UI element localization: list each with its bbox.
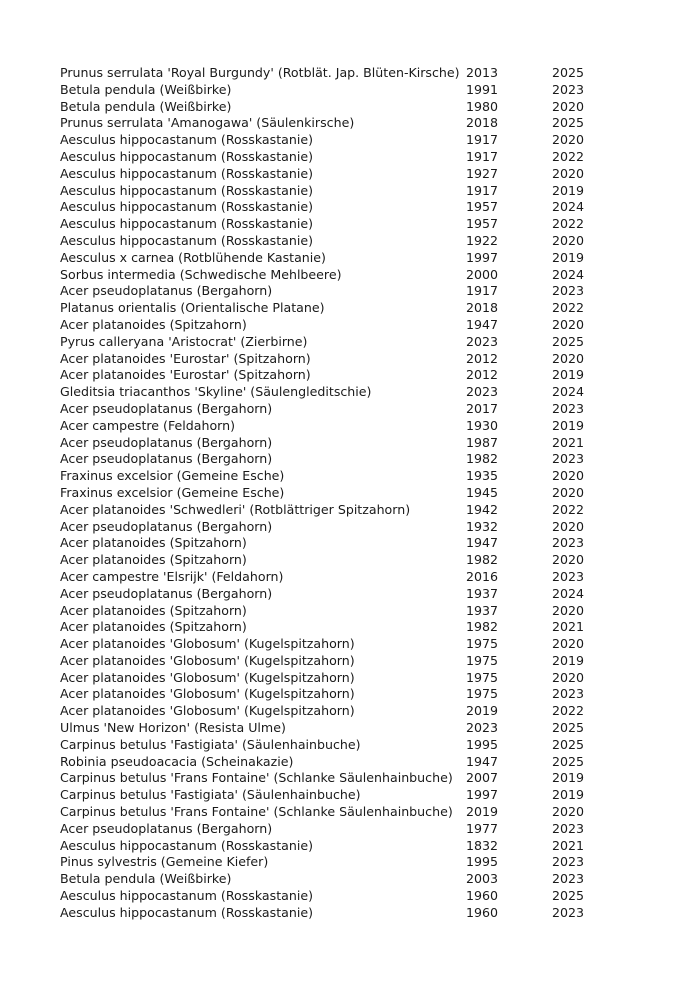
first-year-cell: 1997 bbox=[466, 787, 499, 803]
first-year-cell: 1917 bbox=[466, 182, 499, 198]
second-year-cell: 2020 bbox=[552, 484, 585, 500]
first-year-cell: 1937 bbox=[466, 602, 499, 618]
first-year-cell: 2023 bbox=[466, 384, 499, 400]
species-name-cell: Pinus sylvestris (Gemeine Kiefer) bbox=[60, 854, 269, 870]
species-name-cell: Acer pseudoplatanus (Bergahorn) bbox=[60, 518, 273, 534]
table-row bbox=[60, 653, 600, 670]
table-row bbox=[60, 720, 600, 737]
table-row bbox=[60, 703, 600, 720]
table-row bbox=[60, 166, 600, 183]
species-name-cell: Acer pseudoplatanus (Bergahorn) bbox=[60, 820, 273, 836]
species-name-cell: Acer platanoides (Spitzahorn) bbox=[60, 535, 247, 551]
second-year-cell: 2023 bbox=[552, 451, 585, 467]
first-year-cell: 1930 bbox=[466, 417, 499, 433]
first-year-cell: 1942 bbox=[466, 501, 499, 517]
species-name-cell: Fraxinus excelsior (Gemeine Esche) bbox=[60, 484, 285, 500]
second-year-cell: 2024 bbox=[552, 199, 585, 215]
first-year-cell: 2023 bbox=[466, 720, 499, 736]
table-row bbox=[60, 401, 600, 418]
species-name-cell: Pyrus calleryana 'Aristocrat' (Zierbirne) bbox=[60, 333, 308, 349]
second-year-cell: 2019 bbox=[552, 652, 585, 668]
second-year-cell: 2023 bbox=[552, 283, 585, 299]
second-year-cell: 2022 bbox=[552, 216, 585, 232]
second-year-cell: 2020 bbox=[552, 98, 585, 114]
second-year-cell: 2023 bbox=[552, 871, 585, 887]
species-name-cell: Carpinus betulus 'Frans Fontaine' (Schlanke Säulenhainbuche) bbox=[60, 770, 453, 786]
first-year-cell: 1995 bbox=[466, 736, 499, 752]
first-year-cell: 1947 bbox=[466, 753, 499, 769]
second-year-cell: 2025 bbox=[552, 753, 585, 769]
table-row bbox=[60, 754, 600, 771]
species-name-cell: Acer platanoides 'Globosum' (Kugelspitzahorn) bbox=[60, 686, 355, 702]
table-row bbox=[60, 485, 600, 502]
species-name-cell: Prunus serrulata 'Amanogawa' (Säulenkirsche) bbox=[60, 115, 355, 131]
table-row bbox=[60, 821, 600, 838]
table-row bbox=[60, 250, 600, 267]
second-year-cell: 2020 bbox=[552, 132, 585, 148]
first-year-cell: 1995 bbox=[466, 854, 499, 870]
species-name-cell: Betula pendula (Weißbirke) bbox=[60, 98, 232, 114]
table-row bbox=[60, 670, 600, 687]
table-row bbox=[60, 99, 600, 116]
first-year-cell: 1982 bbox=[466, 451, 499, 467]
second-year-cell: 2021 bbox=[552, 837, 585, 853]
tree-table bbox=[60, 65, 600, 922]
species-name-cell: Acer platanoides 'Globosum' (Kugelspitzahorn) bbox=[60, 652, 355, 668]
species-name-cell: Platanus orientalis (Orientalische Platane) bbox=[60, 300, 325, 316]
table-row bbox=[60, 619, 600, 636]
second-year-cell: 2020 bbox=[552, 316, 585, 332]
table-row bbox=[60, 905, 600, 922]
first-year-cell: 1977 bbox=[466, 820, 499, 836]
species-name-cell: Aesculus hippocastanum (Rosskastanie) bbox=[60, 888, 313, 904]
table-row bbox=[60, 686, 600, 703]
first-year-cell: 2007 bbox=[466, 770, 499, 786]
species-name-cell: Carpinus betulus 'Fastigiata' (Säulenhainbuche) bbox=[60, 736, 361, 752]
species-name-cell: Acer pseudoplatanus (Bergahorn) bbox=[60, 283, 273, 299]
table-row bbox=[60, 871, 600, 888]
first-year-cell: 1960 bbox=[466, 888, 499, 904]
table-row bbox=[60, 804, 600, 821]
first-year-cell: 1922 bbox=[466, 232, 499, 248]
table-row bbox=[60, 300, 600, 317]
first-year-cell: 1957 bbox=[466, 199, 499, 215]
second-year-cell: 2019 bbox=[552, 787, 585, 803]
first-year-cell: 1980 bbox=[466, 98, 499, 114]
first-year-cell: 1947 bbox=[466, 535, 499, 551]
species-name-cell: Acer platanoides (Spitzahorn) bbox=[60, 316, 247, 332]
second-year-cell: 2024 bbox=[552, 266, 585, 282]
species-name-cell: Acer pseudoplatanus (Bergahorn) bbox=[60, 434, 273, 450]
table-row bbox=[60, 838, 600, 855]
first-year-cell: 1947 bbox=[466, 316, 499, 332]
species-name-cell: Aesculus hippocastanum (Rosskastanie) bbox=[60, 216, 313, 232]
table-row bbox=[60, 183, 600, 200]
second-year-cell: 2025 bbox=[552, 720, 585, 736]
first-year-cell: 1975 bbox=[466, 652, 499, 668]
second-year-cell: 2022 bbox=[552, 703, 585, 719]
second-year-cell: 2020 bbox=[552, 636, 585, 652]
table-row bbox=[60, 317, 600, 334]
species-name-cell: Carpinus betulus 'Fastigiata' (Säulenhainbuche) bbox=[60, 787, 361, 803]
second-year-cell: 2020 bbox=[552, 350, 585, 366]
first-year-cell: 2012 bbox=[466, 367, 499, 383]
first-year-cell: 1932 bbox=[466, 518, 499, 534]
second-year-cell: 2024 bbox=[552, 384, 585, 400]
species-name-cell: Betula pendula (Weißbirke) bbox=[60, 871, 232, 887]
table-row bbox=[60, 737, 600, 754]
species-name-cell: Acer platanoides 'Globosum' (Kugelspitzahorn) bbox=[60, 703, 355, 719]
first-year-cell: 2003 bbox=[466, 871, 499, 887]
second-year-cell: 2022 bbox=[552, 148, 585, 164]
first-year-cell: 1917 bbox=[466, 148, 499, 164]
second-year-cell: 2019 bbox=[552, 770, 585, 786]
species-name-cell: Sorbus intermedia (Schwedische Mehlbeere) bbox=[60, 266, 342, 282]
first-year-cell: 2019 bbox=[466, 703, 499, 719]
table-row bbox=[60, 132, 600, 149]
second-year-cell: 2023 bbox=[552, 81, 585, 97]
species-name-cell: Acer platanoides 'Eurostar' (Spitzahorn) bbox=[60, 350, 311, 366]
species-name-cell: Aesculus hippocastanum (Rosskastanie) bbox=[60, 232, 313, 248]
species-name-cell: Robinia pseudoacacia (Scheinakazie) bbox=[60, 753, 294, 769]
second-year-cell: 2020 bbox=[552, 165, 585, 181]
table-row bbox=[60, 351, 600, 368]
table-row bbox=[60, 770, 600, 787]
species-name-cell: Acer pseudoplatanus (Bergahorn) bbox=[60, 400, 273, 416]
second-year-cell: 2023 bbox=[552, 535, 585, 551]
first-year-cell: 1975 bbox=[466, 636, 499, 652]
table-row bbox=[60, 519, 600, 536]
second-year-cell: 2023 bbox=[552, 686, 585, 702]
first-year-cell: 1917 bbox=[466, 132, 499, 148]
second-year-cell: 2023 bbox=[552, 854, 585, 870]
species-name-cell: Acer campestre (Feldahorn) bbox=[60, 417, 236, 433]
species-name-cell: Aesculus hippocastanum (Rosskastanie) bbox=[60, 199, 313, 215]
second-year-cell: 2024 bbox=[552, 585, 585, 601]
second-year-cell: 2020 bbox=[552, 602, 585, 618]
second-year-cell: 2023 bbox=[552, 400, 585, 416]
species-name-cell: Acer platanoides 'Globosum' (Kugelspitzahorn) bbox=[60, 669, 355, 685]
first-year-cell: 1987 bbox=[466, 434, 499, 450]
table-row bbox=[60, 418, 600, 435]
species-name-cell: Acer platanoides (Spitzahorn) bbox=[60, 602, 247, 618]
table-row bbox=[60, 451, 600, 468]
first-year-cell: 2000 bbox=[466, 266, 499, 282]
second-year-cell: 2022 bbox=[552, 501, 585, 517]
first-year-cell: 1917 bbox=[466, 283, 499, 299]
species-name-cell: Aesculus hippocastanum (Rosskastanie) bbox=[60, 837, 313, 853]
species-name-cell: Aesculus x carnea (Rotblühende Kastanie) bbox=[60, 249, 326, 265]
species-name-cell: Acer platanoides 'Eurostar' (Spitzahorn) bbox=[60, 367, 311, 383]
table-row bbox=[60, 216, 600, 233]
first-year-cell: 1935 bbox=[466, 468, 499, 484]
second-year-cell: 2023 bbox=[552, 904, 585, 920]
first-year-cell: 1982 bbox=[466, 552, 499, 568]
first-year-cell: 1957 bbox=[466, 216, 499, 232]
first-year-cell: 2017 bbox=[466, 400, 499, 416]
first-year-cell: 2013 bbox=[466, 65, 499, 80]
second-year-cell: 2025 bbox=[552, 65, 585, 80]
species-name-cell: Acer platanoides 'Globosum' (Kugelspitzahorn) bbox=[60, 636, 355, 652]
first-year-cell: 2023 bbox=[466, 333, 499, 349]
first-year-cell: 1975 bbox=[466, 686, 499, 702]
second-year-cell: 2022 bbox=[552, 300, 585, 316]
table-row bbox=[60, 384, 600, 401]
first-year-cell: 1937 bbox=[466, 585, 499, 601]
second-year-cell: 2021 bbox=[552, 434, 585, 450]
table-row bbox=[60, 854, 600, 871]
table-row bbox=[60, 552, 600, 569]
second-year-cell: 2025 bbox=[552, 333, 585, 349]
second-year-cell: 2021 bbox=[552, 619, 585, 635]
species-name-cell: Acer platanoides (Spitzahorn) bbox=[60, 619, 247, 635]
table-row bbox=[60, 65, 600, 82]
table-row bbox=[60, 115, 600, 132]
second-year-cell: 2020 bbox=[552, 232, 585, 248]
second-year-cell: 2025 bbox=[552, 115, 585, 131]
second-year-cell: 2019 bbox=[552, 249, 585, 265]
species-name-cell: Carpinus betulus 'Frans Fontaine' (Schlanke Säulenhainbuche) bbox=[60, 804, 453, 820]
second-year-cell: 2020 bbox=[552, 804, 585, 820]
second-year-cell: 2020 bbox=[552, 468, 585, 484]
second-year-cell: 2023 bbox=[552, 820, 585, 836]
table-row bbox=[60, 888, 600, 905]
first-year-cell: 1991 bbox=[466, 81, 499, 97]
table-row bbox=[60, 603, 600, 620]
first-year-cell: 1982 bbox=[466, 619, 499, 635]
species-name-cell: Aesculus hippocastanum (Rosskastanie) bbox=[60, 132, 313, 148]
table-row bbox=[60, 334, 600, 351]
table-row bbox=[60, 82, 600, 99]
second-year-cell: 2020 bbox=[552, 552, 585, 568]
table-row bbox=[60, 233, 600, 250]
second-year-cell: 2023 bbox=[552, 568, 585, 584]
species-name-cell: Aesculus hippocastanum (Rosskastanie) bbox=[60, 182, 313, 198]
species-name-cell: Ulmus 'New Horizon' (Resista Ulme) bbox=[60, 720, 286, 736]
first-year-cell: 1945 bbox=[466, 484, 499, 500]
first-year-cell: 2019 bbox=[466, 804, 499, 820]
table-row bbox=[60, 502, 600, 519]
second-year-cell: 2020 bbox=[552, 669, 585, 685]
first-year-cell: 1960 bbox=[466, 904, 499, 920]
table-row bbox=[60, 149, 600, 166]
first-year-cell: 2018 bbox=[466, 115, 499, 131]
first-year-cell: 2012 bbox=[466, 350, 499, 366]
species-name-cell: Betula pendula (Weißbirke) bbox=[60, 81, 232, 97]
first-year-cell: 1927 bbox=[466, 165, 499, 181]
first-year-cell: 2016 bbox=[466, 568, 499, 584]
table-row bbox=[60, 283, 600, 300]
table-row bbox=[60, 468, 600, 485]
species-name-cell: Acer platanoides (Spitzahorn) bbox=[60, 552, 247, 568]
table-row bbox=[60, 787, 600, 804]
table-row bbox=[60, 199, 600, 216]
table-row bbox=[60, 569, 600, 586]
second-year-cell: 2019 bbox=[552, 367, 585, 383]
second-year-cell: 2025 bbox=[552, 736, 585, 752]
table-row bbox=[60, 367, 600, 384]
first-year-cell: 1997 bbox=[466, 249, 499, 265]
second-year-cell: 2025 bbox=[552, 888, 585, 904]
first-year-cell: 1832 bbox=[466, 837, 499, 853]
species-name-cell: Prunus serrulata 'Royal Burgundy' (Rotblät. Jap. Blüten-Kirsche) bbox=[60, 65, 460, 80]
species-name-cell: Aesculus hippocastanum (Rosskastanie) bbox=[60, 165, 313, 181]
first-year-cell: 1975 bbox=[466, 669, 499, 685]
table-row bbox=[60, 267, 600, 284]
tree-table-body bbox=[60, 65, 600, 922]
species-name-cell: Aesculus hippocastanum (Rosskastanie) bbox=[60, 904, 313, 920]
table-row bbox=[60, 636, 600, 653]
table-row bbox=[60, 435, 600, 452]
species-name-cell: Acer pseudoplatanus (Bergahorn) bbox=[60, 585, 273, 601]
second-year-cell: 2019 bbox=[552, 182, 585, 198]
table-row bbox=[60, 535, 600, 552]
second-year-cell: 2019 bbox=[552, 417, 585, 433]
species-name-cell: Gleditsia triacanthos 'Skyline' (Säulengleditschie) bbox=[60, 384, 372, 400]
first-year-cell: 2018 bbox=[466, 300, 499, 316]
species-name-cell: Aesculus hippocastanum (Rosskastanie) bbox=[60, 148, 313, 164]
species-name-cell: Acer pseudoplatanus (Bergahorn) bbox=[60, 451, 273, 467]
species-name-cell: Acer campestre 'Elsrijk' (Feldahorn) bbox=[60, 568, 284, 584]
second-year-cell: 2020 bbox=[552, 518, 585, 534]
species-name-cell: Fraxinus excelsior (Gemeine Esche) bbox=[60, 468, 285, 484]
table-row bbox=[60, 586, 600, 603]
species-name-cell: Acer platanoides 'Schwedleri' (Rotblättriger Spitzahorn) bbox=[60, 501, 411, 517]
